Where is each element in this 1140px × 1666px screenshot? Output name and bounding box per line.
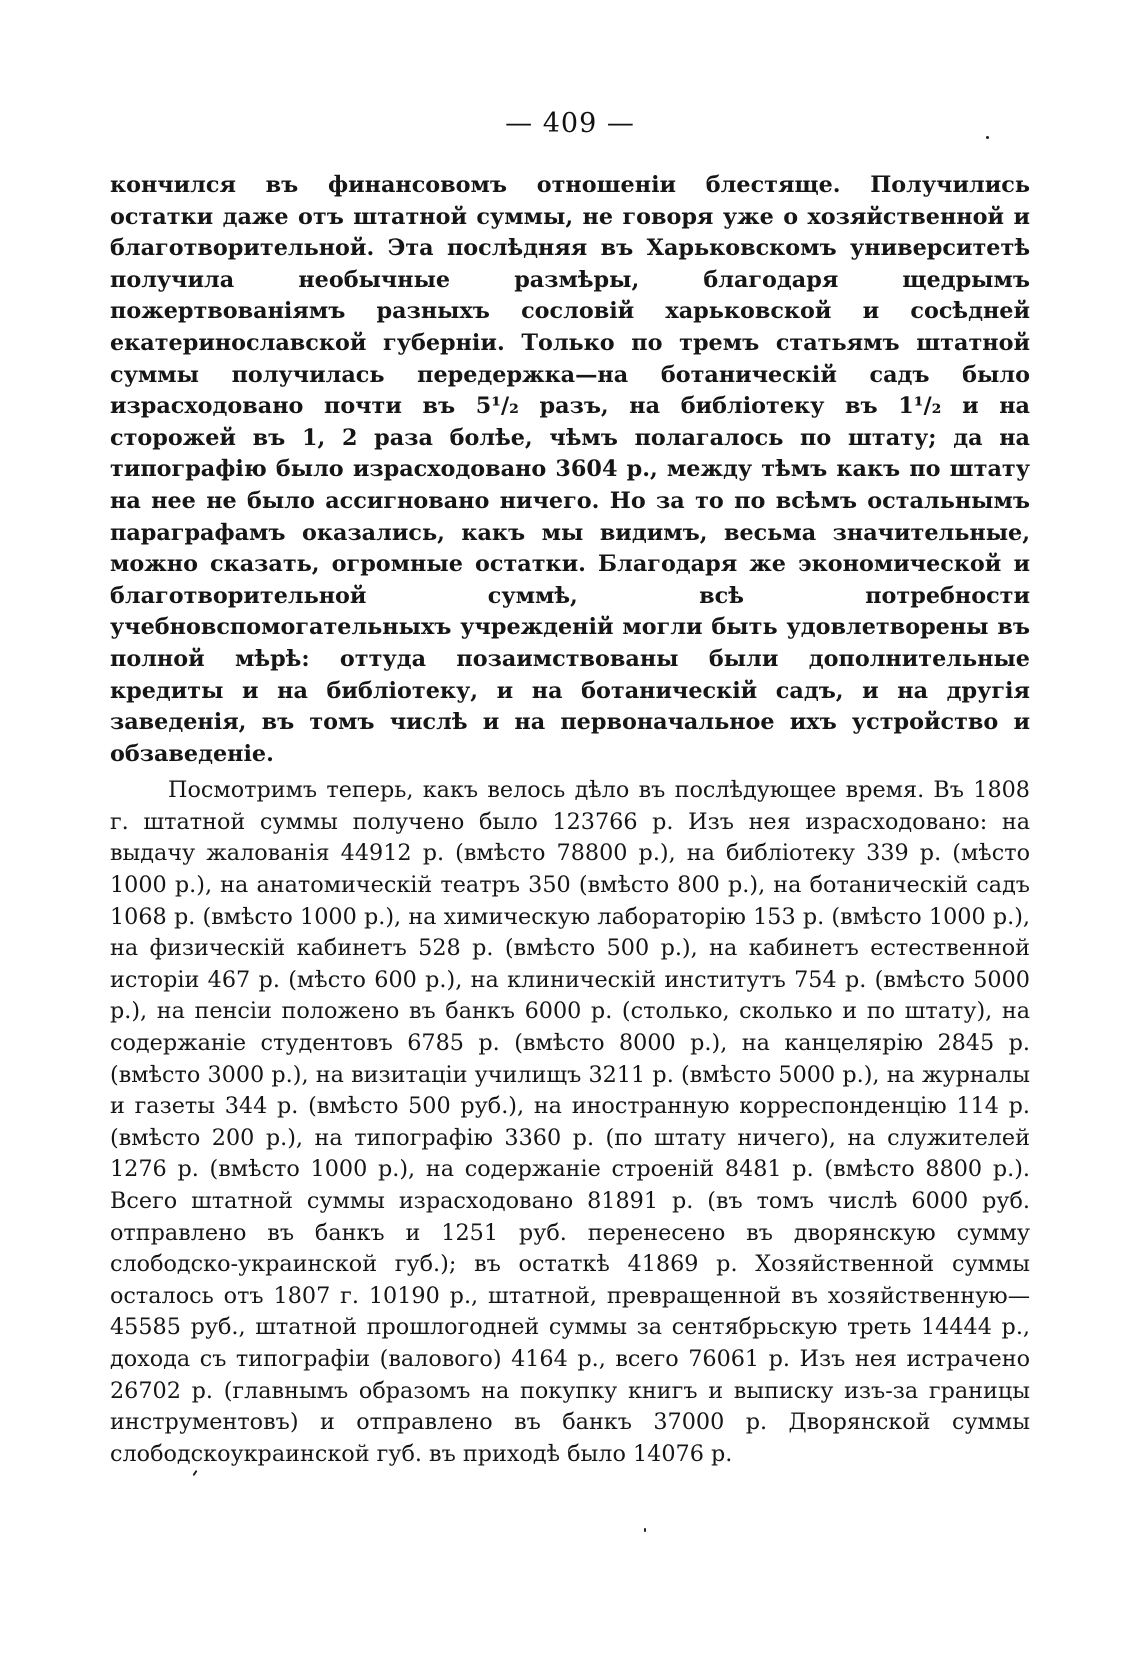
paragraph-2: Посмотримъ теперь, какъ велось дѣло въ послѣдующее время. Въ 1808 г. штатной суммы получено было 123766 р. Изъ нея израсходовано: на выдачу жалованія 44912 р. (вмѣсто 78800 р.), на библіотеку 339 р. (мѣсто 1000 р.), на анатомическій театръ 350 (вмѣсто 800 р.), на ботаническій садъ 1068 р. (вмѣсто 1000 р.), на химическую лабораторію 153 р. (вмѣсто 1000 р.), на физическій кабинетъ 528 р. (вмѣсто 500 р.), на кабинетъ естественной исторіи 467 р. (мѣсто 600 р.), на клиническій институтъ 754 р. (вмѣсто 5000 р.), на пенсіи положено въ банкъ 6000 р. (столько, сколько и по штату), на содержаніе студентовъ 6785 р. (вмѣсто 8000 р.), на канцелярію 2845 р. (вмѣсто 3000 р.), на визитаціи училищъ 3211 р. (вмѣсто 5000 р.), на журналы и газеты 344 р. (вмѣсто 500 руб.), на иностранную корреспонденцію 114 р. (вмѣсто 200 р.), на типографію 3360 р. (по штату ничего), на служителей 1276 р. (вмѣсто 1000 р.), на содержаніе строеній 8481 р. (вмѣсто 8800 р.). Всего штатной суммы израсходовано 81891 р. (въ томъ числѣ 6000 руб. отправлено въ банкъ и 1251 руб. перенесено въ дворянскую сумму слободско-украинской губ.); въ остаткѣ 41869 р. Хозяйственной суммы осталось отъ 1807 г. 10190 р., штатной, превращенной въ хозяйственную—45585 руб., штатной прошлогодней суммы за сентябрьскую треть 14444 р., дохода съ типографіи (валового) 4164 р., всего 76061 р. Изъ нея истрачено 26702 р. (главнымъ образомъ на покупку книгъ и выписку изъ-за границы инструментовъ) и отправлено въ банкъ 37000 р. Дворянской суммы слободскоукраинской губ. въ приходѣ было 14076 р.	[110, 777, 1030, 1467]
page-body	[110, 170, 1030, 1470]
paragraph-1: кончился въ финансовомъ отношеніи блестяще. Получились остатки даже отъ штатной суммы, не говоря уже о хозяйственной и благотворительной. Эта послѣдняя въ Харьковскомъ университетѣ получила необычные размѣры, благодаря щедрымъ пожертвованіямъ разныхъ сословій харьковской и сосѣдней екатеринославской губерніи. Только по тремъ статьямъ штатной суммы получилась передержка—на ботаническій садъ было израсходовано почти въ 5¹/₂ разъ, на библіотеку въ 1¹/₂ и на сторожей въ 1, 2 раза болѣе, чѣмъ полагалось по штату; да на типографію было израсходовано 3604 р., между тѣмъ какъ по штату на нее не было ассигновано ничего. Но за то по всѣмъ остальнымъ параграфамъ оказались, какъ мы видимъ, весьма значительные, можно сказать, огромные остатки. Благодаря же экономической и благотворительной суммѣ, всѣ потребности учебновспомогательныхъ учрежденій могли быть удовлетворены въ полной мѣрѣ: оттуда позаимствованы были дополнительные кредиты и на библіотеку, и на ботаническій садъ, и на другія заведенія, въ томъ числѣ и на первоначальное ихъ устройство и обзаведеніе.	[110, 172, 1030, 767]
print-speck	[192, 1470, 197, 1476]
page-number: — 409 —	[505, 108, 635, 139]
print-speck	[644, 1528, 646, 1532]
print-speck	[986, 136, 989, 139]
